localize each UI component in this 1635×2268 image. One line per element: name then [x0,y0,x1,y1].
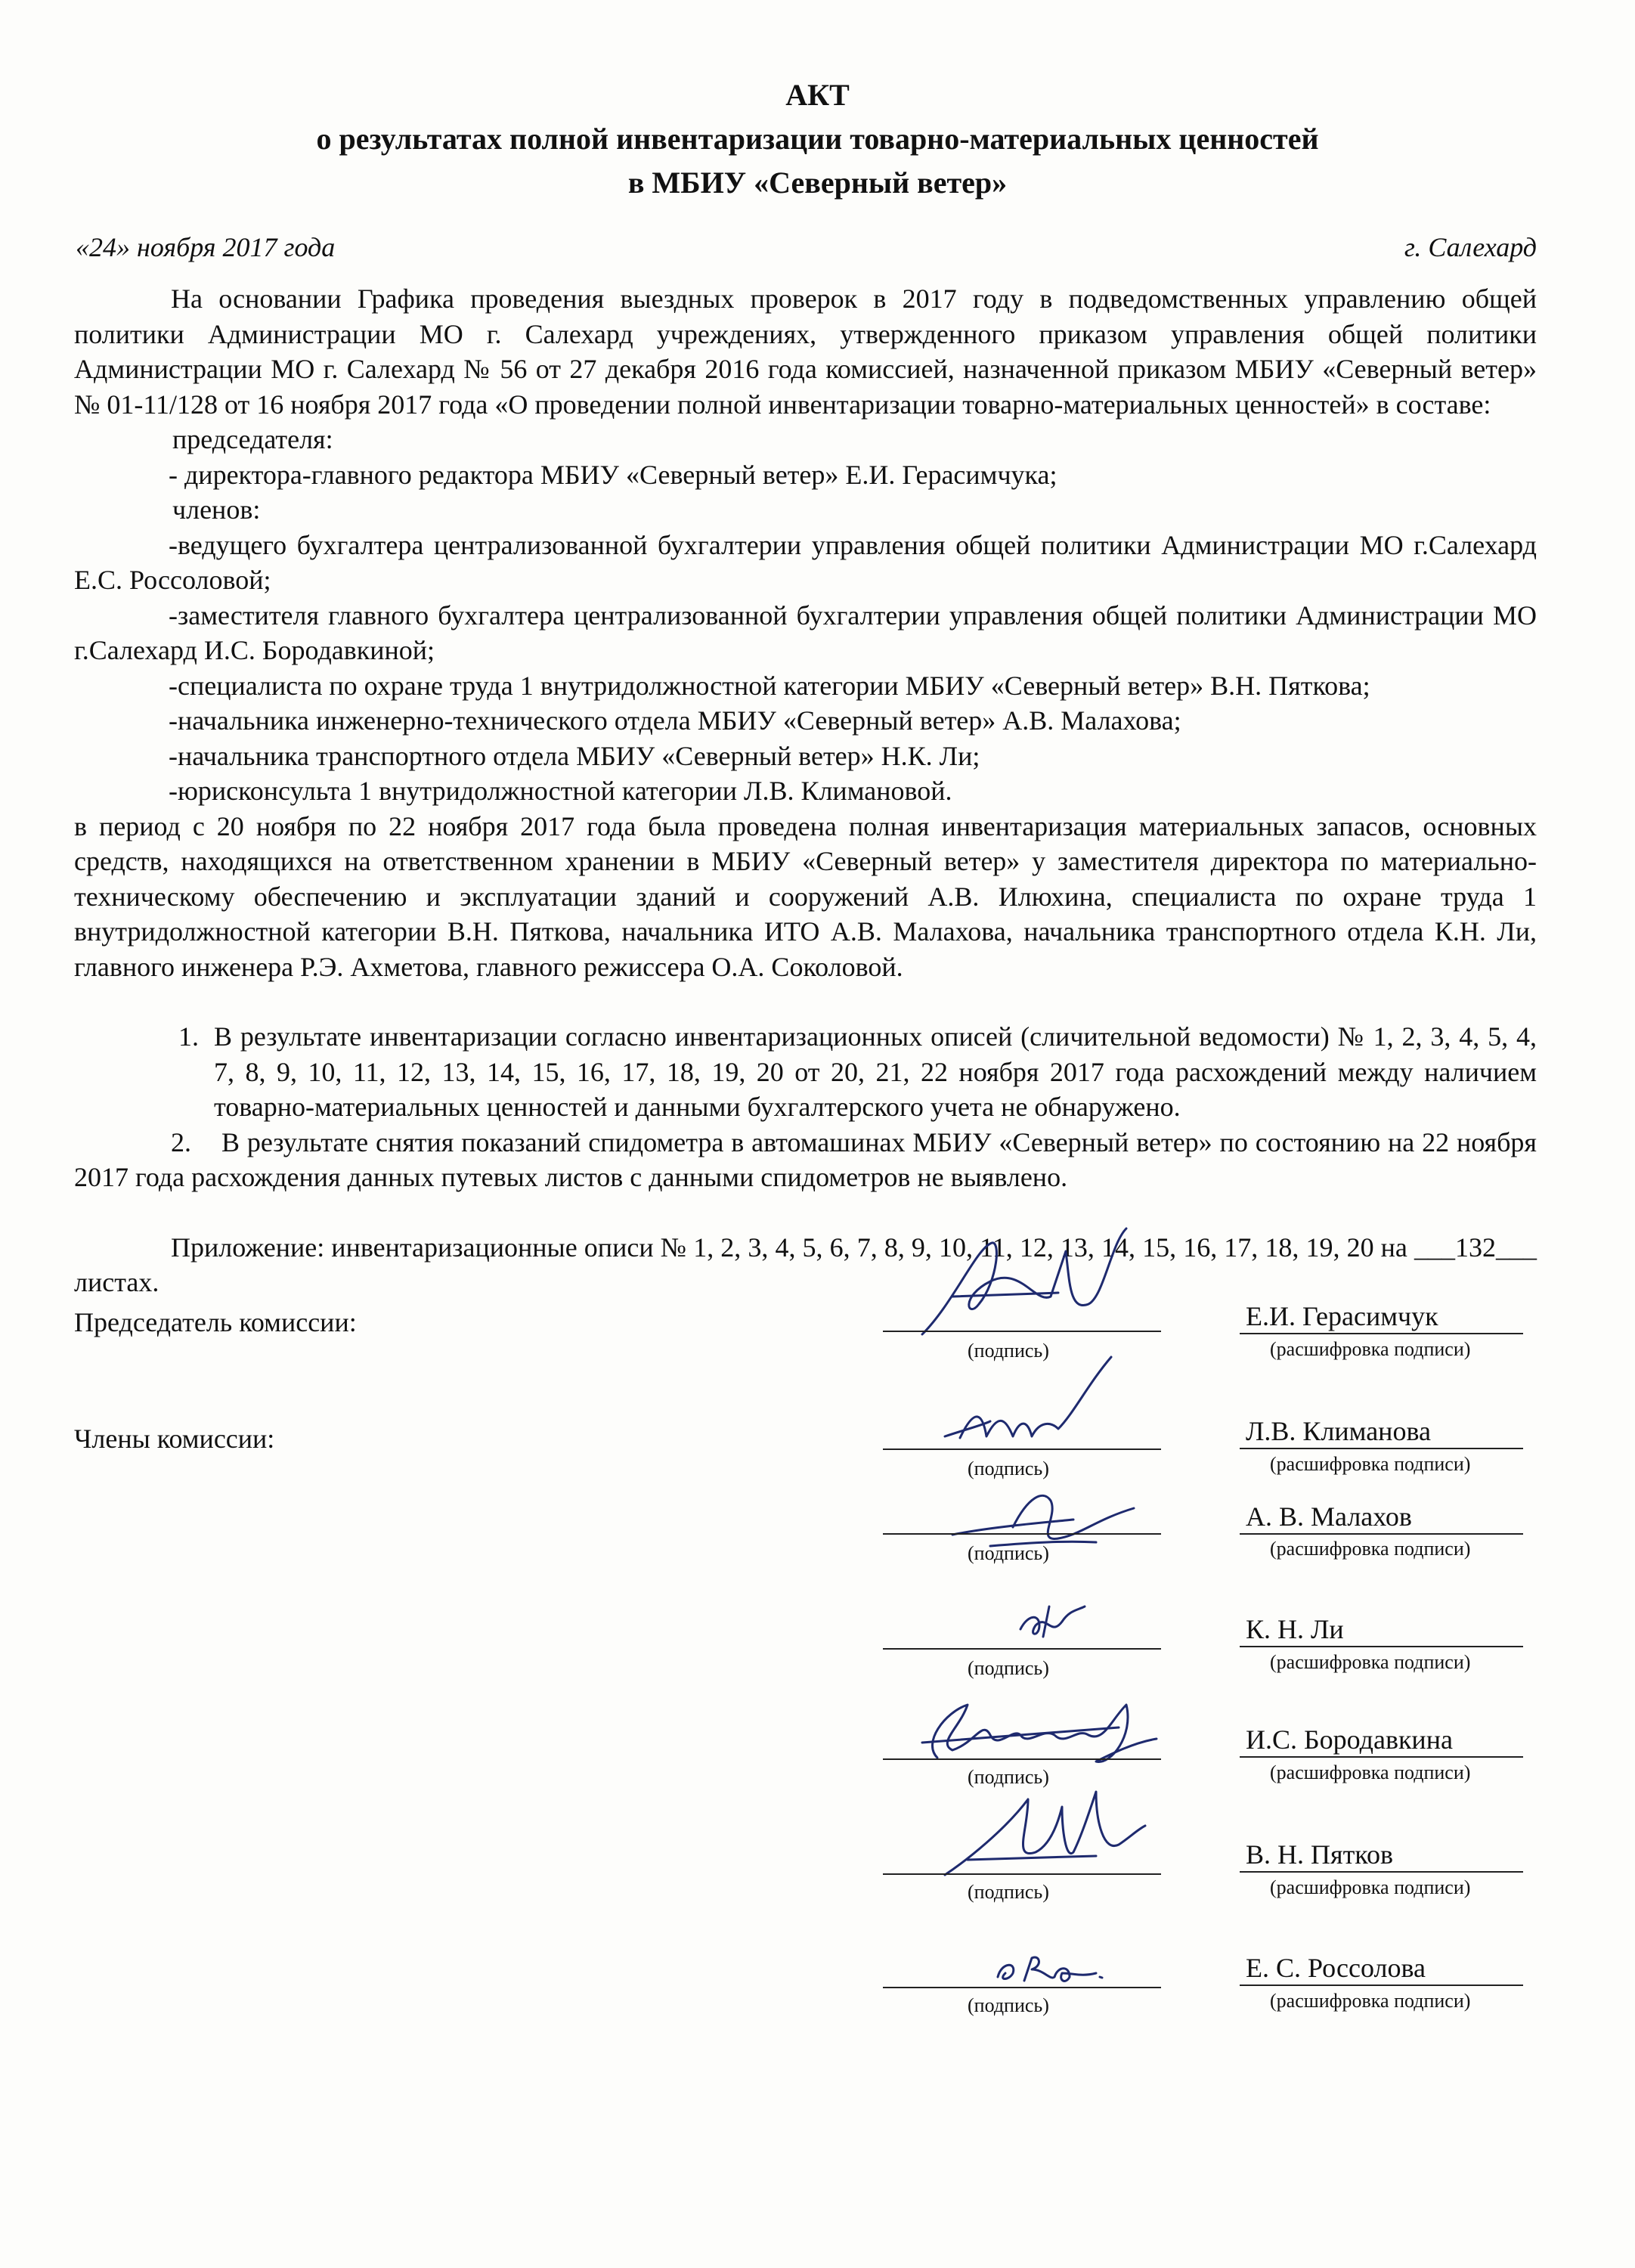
doc-title: АКТ [785,78,850,112]
result-text: В результате снятия показаний спидометра в автомашинах МБИУ «Северный ветер» по состоянию на 22 ноября 2017 года расхождения данных путевых листов с данными спидометров не выявлено. [74,1126,1537,1192]
name-caption: (расшифровка подписи) [1270,1538,1471,1560]
chair-label: Председатель комиссии: [74,1307,357,1337]
appendix-pages: 132 [1455,1232,1496,1263]
signature-klimanova [937,1353,1119,1452]
signature-line [883,1648,1161,1650]
member-line: -ведущего бухгалтера централизованной бухгалтерии управления общей политики Администрации МО г.Салехард Е.С. Россоловой; [74,529,1537,595]
signer-name: И.С. Бородавкина [1246,1724,1453,1755]
signature-caption: (подпись) [968,1340,1049,1362]
signature-line [883,1533,1161,1535]
signature-pyatkov [922,1784,1149,1882]
members-label: Члены комиссии: [74,1424,275,1454]
doc-subtitle-line2: в МБИУ «Северный ветер» [627,166,1008,200]
name-caption: (расшифровка подписи) [1270,1990,1471,2012]
name-line [1240,1984,1523,1986]
signature-caption: (подпись) [968,1766,1049,1788]
result-number: 2. [171,1126,191,1157]
signature-line [883,1448,1161,1450]
intro-paragraph: На основании Графика проведения выездных проверок в 2017 году в подведомственных управлению общей политики Администрации МО г. Салехард учреждениях, утвержденного приказом управления общей политики Администрации МО г. Салехард № 56 от 27 декабря 2016 года комиссией, назначенной приказом МБИУ «Северный ветер» № 01-11/128 от 16 ноября 2017 года «О проведении полной инвентаризации товарно-материальных ценностей» в составе: [74,284,1537,420]
appendix-text: Приложение: инвентаризационные описи № 1, 2, 3, 4, 5, 6, 7, 8, 9, 10, 11, 12, 13, 14, 15, 16, 17, 18, 19, 20 на [171,1232,1407,1263]
signer-name: А. В. Малахов [1246,1501,1412,1532]
signature-caption: (подпись) [968,1994,1049,2016]
signer-name: Е.И. Герасимчук [1246,1301,1438,1331]
signature-line [883,1331,1161,1332]
member-line: -заместителя главного бухгалтера централизованной бухгалтерии управления общей политики Администрации МО г.Салехард И.С. Бородавкиной; [74,600,1537,665]
name-line [1240,1646,1523,1647]
members-heading: членов: [172,494,261,525]
doc-subtitle-line1: о результатах полной инвентаризации товарно-материальных ценностей [316,122,1319,156]
appendix-sheets: листах. [74,1267,159,1297]
signature-caption: (подпись) [968,1881,1049,1903]
signer-name: Е. С. Россолова [1246,1953,1426,1983]
member-line: -юрисконсульта 1 внутридолжностной категории Л.В. Климановой. [169,776,952,806]
name-caption: (расшифровка подписи) [1270,1338,1471,1360]
signer-name: К. Н. Ли [1246,1614,1344,1644]
name-line [1240,1871,1523,1873]
member-line: -начальника инженерно-технического отдела МБИУ «Северный ветер» А.В. Малахова; [169,705,1181,736]
period-paragraph: в период с 20 ноября по 22 ноября 2017 года была проведена полная инвентаризация материальных запасов, основных средств, находящихся на ответственном хранении в МБИУ «Северный ветер» у заместителя директора по материально-техническому обеспечению и эксплуатации зданий и сооружений А.В. Илюхина, специалиста по охране труда 1 внутридолжностной категории В.Н. Пяткова, начальника ИТО А.В. Малахова, начальника транспортного отдела К.Н. Ли, главного инженера Р.Э. Ахметова, главного режиссера О.А. Соколовой. [74,810,1537,982]
result-number: 1. [178,1021,199,1052]
name-line [1240,1533,1523,1535]
result-item-2 [74,1125,1537,1195]
signature-line [883,1873,1161,1875]
signer-name: Л.В. Климанова [1246,1416,1431,1446]
member-line: -специалиста по охране труда 1 внутридолжностной категории МБИУ «Северный ветер» В.Н. Пяткова; [169,670,1370,701]
name-caption: (расшифровка подписи) [1270,1876,1471,1898]
signature-caption: (подпись) [968,1657,1049,1679]
signature-borodavkina [907,1690,1164,1773]
name-caption: (расшифровка подписи) [1270,1453,1471,1475]
name-caption: (расшифровка подписи) [1270,1651,1471,1673]
result-text: В результате инвентаризации согласно инвентаризационных описей (сличительной ведомости) № 1, 2, 3, 4, 5, 4, 7, 8, 9, 10, 11, 12, 13, 14, 15, 16, 17, 18, 19, 20 от 20, 21, 22 ноября 2017 года расхождений между наличием товарно-материальных ценностей и данными бухгалтерского учета не обнаружено. [214,1021,1537,1122]
signature-caption: (подпись) [968,1458,1049,1479]
name-line [1240,1333,1523,1334]
signature-gerasimchuk [907,1221,1134,1342]
name-line [1240,1756,1523,1758]
signature-li [1005,1591,1096,1652]
chair-heading: председателя: [172,424,333,454]
appendix-blank-after: ___ [1496,1232,1537,1263]
appendix-blank-before: ___ [1414,1232,1455,1263]
doc-body [74,281,1537,1300]
chair-line: - директора-главного редактора МБИУ «Северный ветер» Е.И. Герасимчука; [169,459,1057,490]
appendix-paragraph [74,1230,1537,1300]
name-caption: (расшифровка подписи) [1270,1761,1471,1783]
member-line: -начальника транспортного отдела МБИУ «Северный ветер» Н.К. Ли; [169,740,980,771]
name-line [1240,1448,1523,1449]
signature-line [883,1987,1161,1988]
result-item-1 [74,1019,1537,1125]
doc-date: «24» ноября 2017 года [76,232,336,262]
signature-caption: (подпись) [968,1542,1049,1564]
signature-line [883,1758,1161,1760]
signer-name: В. Н. Пятков [1246,1839,1393,1870]
doc-city: г. Салехард [1404,232,1537,262]
